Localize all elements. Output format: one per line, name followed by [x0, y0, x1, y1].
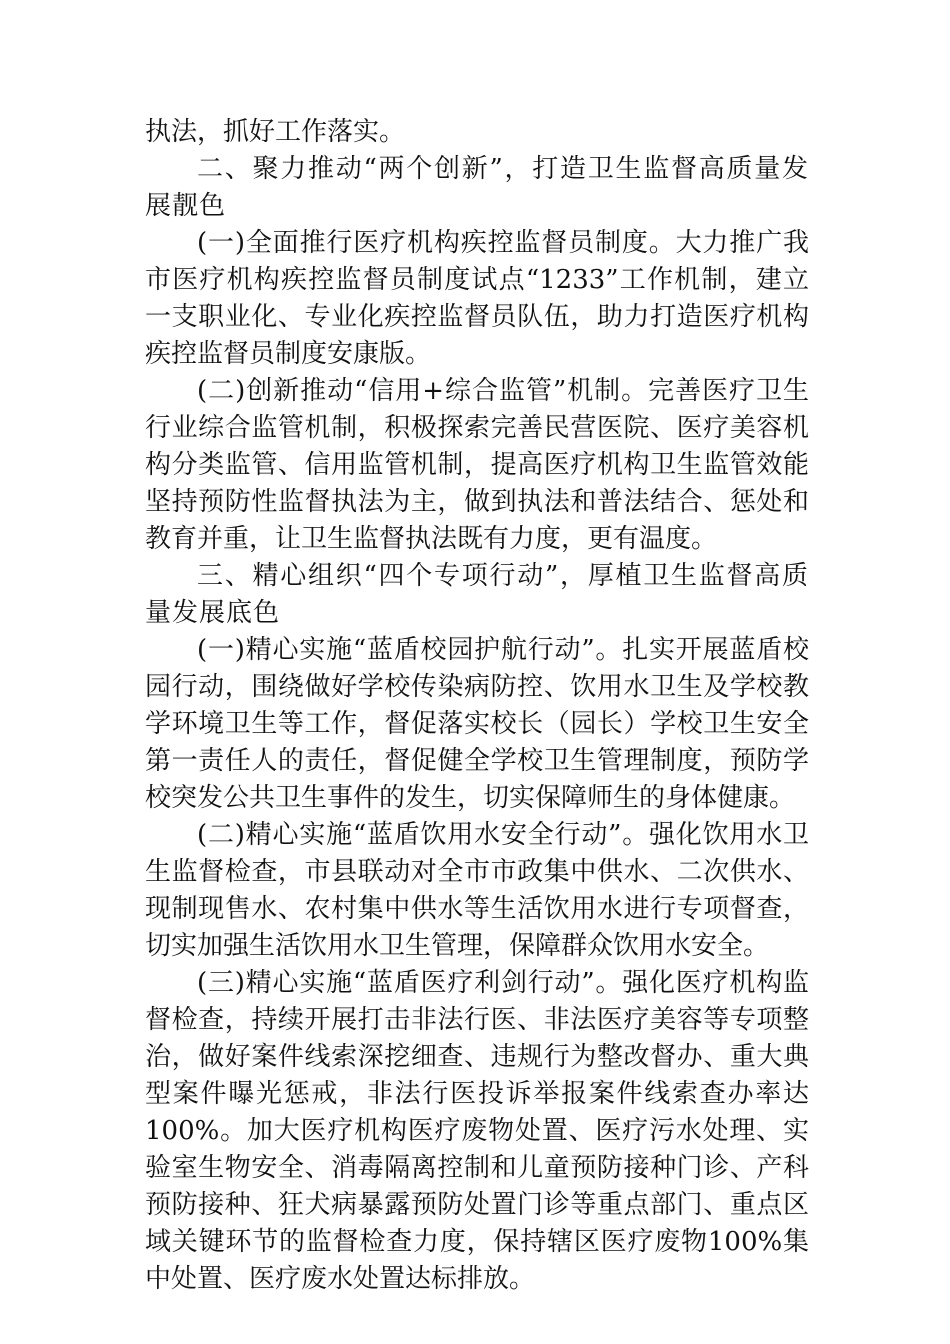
section-heading-two: 二、聚力推动“两个创新”，打造卫生监督高质量发展靓色 [145, 154, 809, 221]
section-heading-three: 三、精心组织“四个专项行动”，厚植卫生监督高质量发展底色 [145, 561, 809, 628]
paragraph-continuation: 执法，抓好工作落实。 [145, 117, 406, 147]
paragraph-3-2: (二)精心实施“蓝盾饮用水安全行动”。强化饮用水卫生监督检查，市县联动对全市市政集中供水、二次供水、现制现售水、农村集中供水等生活饮用水进行专项督查，切实加强生活饮用水卫生管理，保障群众饮用水安全。 [145, 820, 809, 961]
paragraph-2-2: (二)创新推动“信用+综合监管”机制。完善医疗卫生行业综合监管机制，积极探索完善民营医院、医疗美容机构分类监管、信用监管机制，提高医疗机构卫生监管效能坚持预防性监督执法为主，做到执法和普法结合、惩处和教育并重，让卫生监督执法既有力度，更有温度。 [145, 376, 809, 554]
paragraph-3-1: (一)精心实施“蓝盾校园护航行动”。扎实开展蓝盾校园行动，围绕做好学校传染病防控、饮用水卫生及学校教学环境卫生等工作，督促落实校长（园长）学校卫生安全第一责任人的责任，督促健全学校卫生管理制度，预防学校突发公共卫生事件的发生，切实保障师生的身体健康。 [145, 635, 809, 813]
document-body [145, 114, 809, 1298]
paragraph-2-1: (一)全面推行医疗机构疾控监督员制度。大力推广我市医疗机构疾控监督员制度试点“1233”工作机制，建立一支职业化、专业化疾控监督员队伍，助力打造医疗机构疾控监督员制度安康版。 [145, 228, 809, 369]
paragraph-3-3: (三)精心实施“蓝盾医疗利剑行动”。强化医疗机构监督检查，持续开展打击非法行医、非法医疗美容等专项整治，做好案件线索深挖细查、违规行为整改督办、重大典型案件曝光惩戒，非法行医投诉举报案件线索查办率达100%。加大医疗机构医疗废物处置、医疗污水处理、实验室生物安全、消毒隔离控制和儿童预防接种门诊、产科预防接种、狂犬病暴露预防处置门诊等重点部门、重点区域关键环节的监督检查力度，保持辖区医疗废物100%集中处置、医疗废水处置达标排放。 [145, 968, 809, 1294]
